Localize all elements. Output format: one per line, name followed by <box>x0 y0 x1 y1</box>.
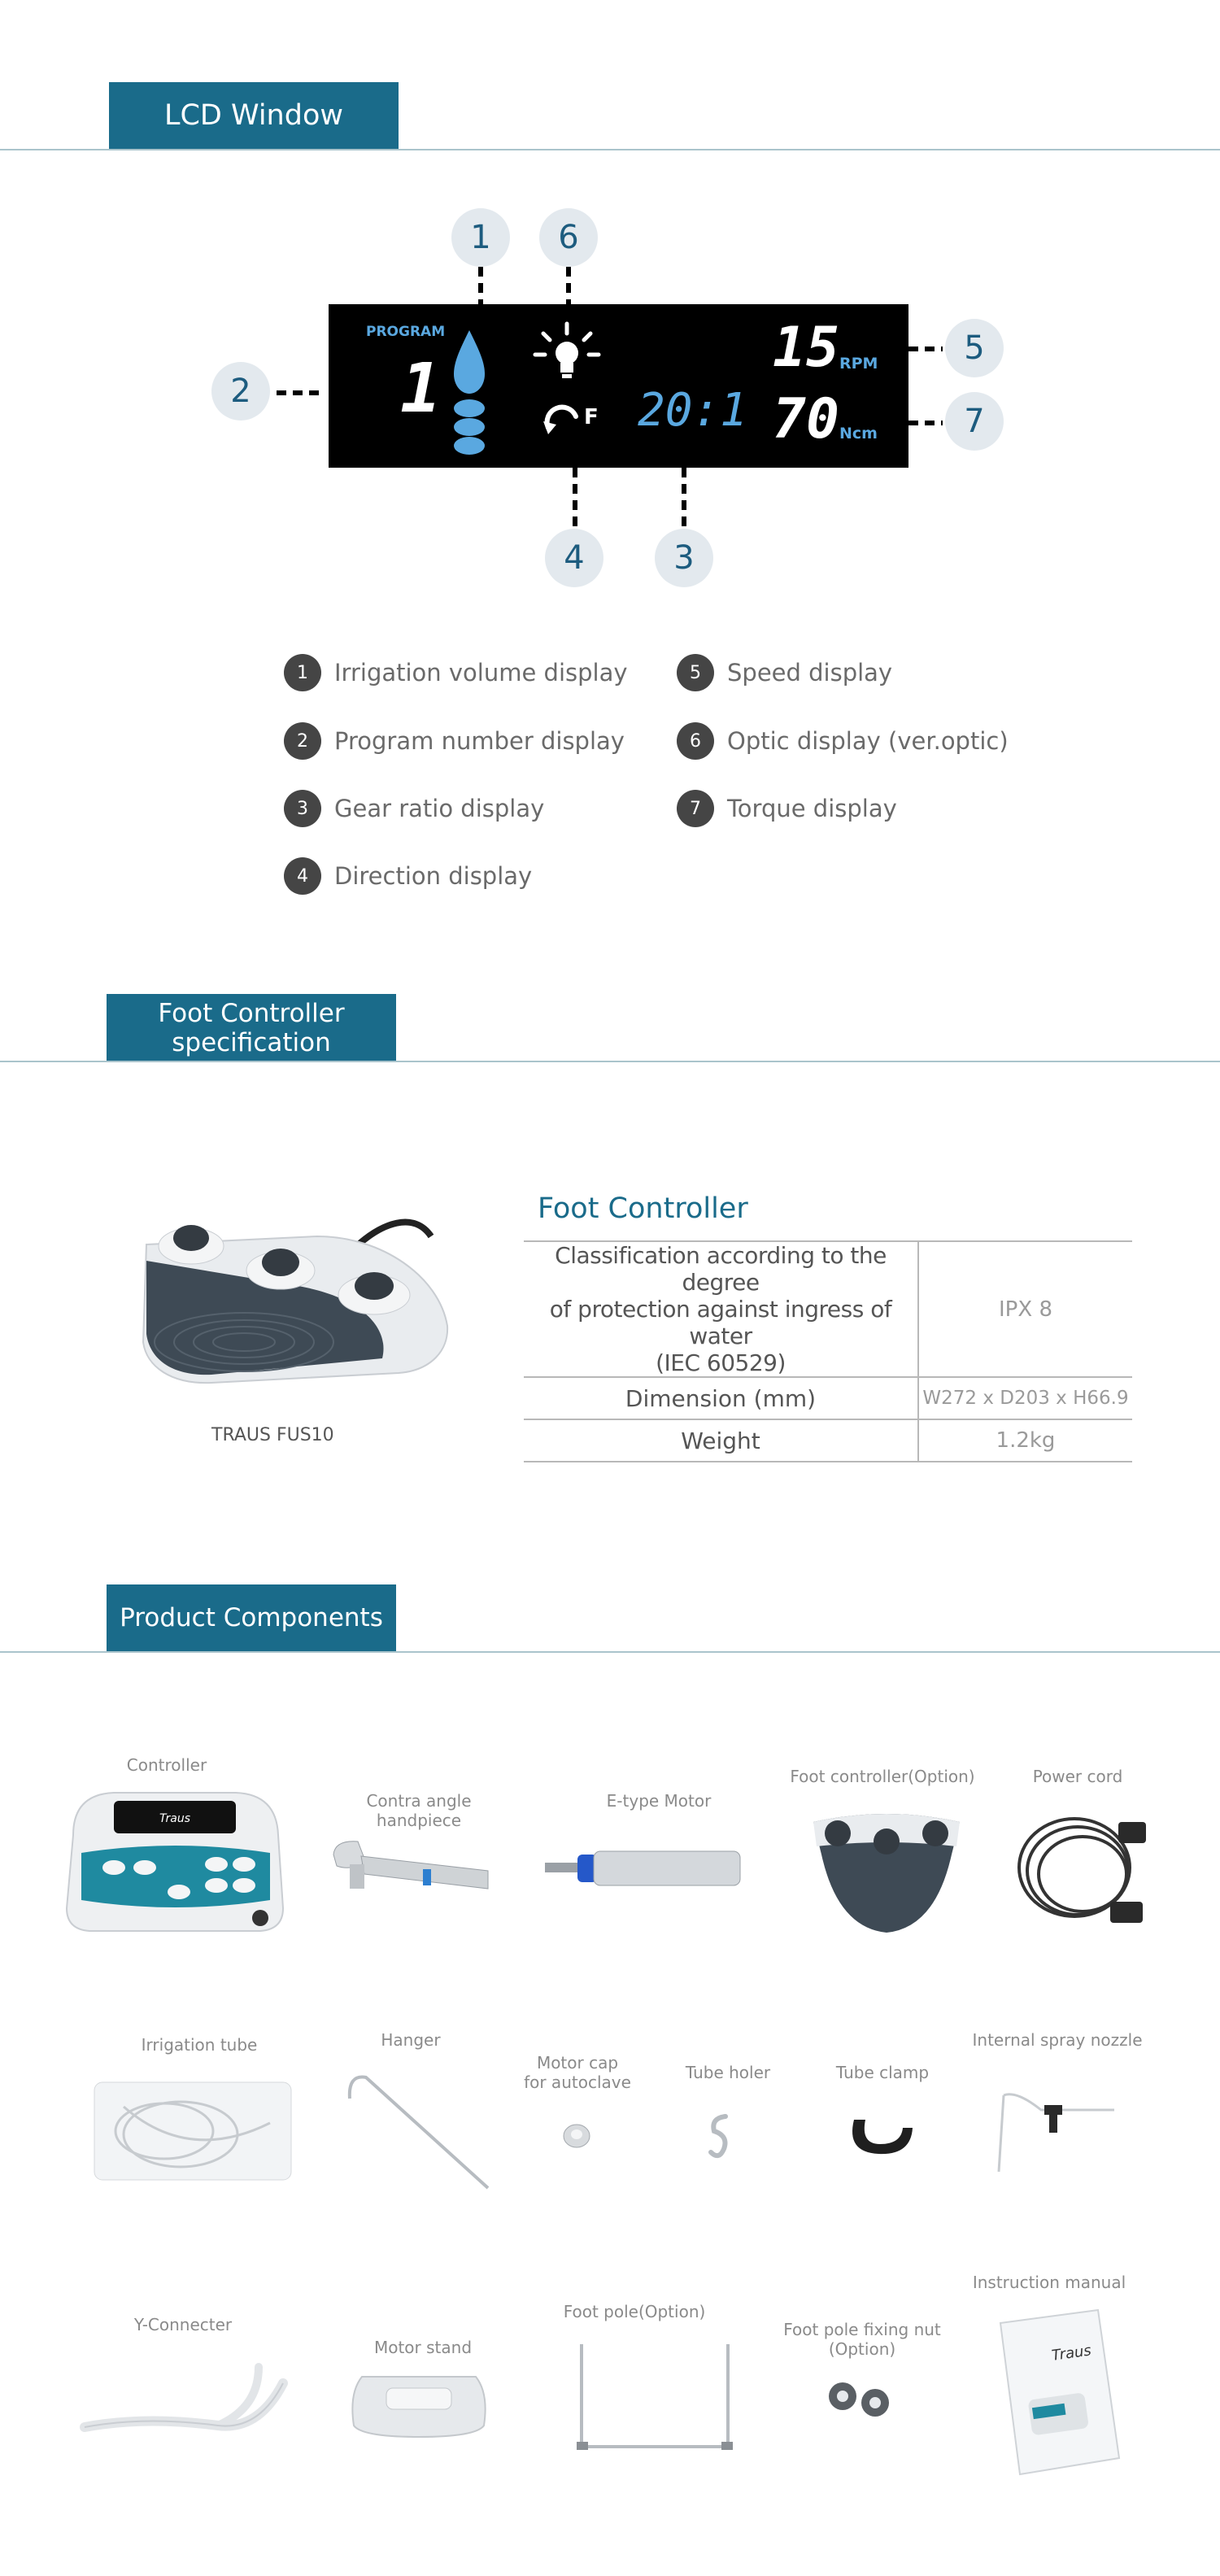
optic-light-icon <box>532 320 602 386</box>
spec-label: Classification according to the degree of protection against ingress of water (IEC 60529) <box>524 1241 918 1377</box>
component-label-foot-pole: Foot pole(Option) <box>563 2302 706 2321</box>
irrigation-drop-icon <box>451 329 488 459</box>
speed-unit: RPM <box>839 355 878 373</box>
section-title-foot-line1: Foot Controller <box>158 999 345 1028</box>
foot-table-title: Foot Controller <box>538 1192 748 1225</box>
component-label-tube-clamp: Tube clamp <box>835 2063 930 2082</box>
foot-spec-table <box>524 1240 1132 1462</box>
table-row <box>524 1377 1132 1419</box>
component-label-spray-nozzle: Internal spray nozzle <box>972 2030 1143 2050</box>
leader-line-3 <box>682 468 686 526</box>
callout-3: 3 <box>655 529 713 587</box>
speed-value: 15 <box>773 316 839 380</box>
component-label-motor-stand: Motor stand <box>373 2338 473 2357</box>
foot-pole-nut-image <box>823 2378 896 2419</box>
direction-forward-icon <box>542 392 582 434</box>
table-row <box>524 1419 1132 1462</box>
foot-controller-image <box>114 1188 455 1399</box>
section-title-lcd: LCD Window <box>163 99 343 132</box>
section-divider <box>0 1651 1220 1653</box>
gear-ratio-display: 20:1 <box>638 384 747 437</box>
direction-letter: F <box>584 405 599 429</box>
foot-controller-model: TRAUS FUS10 <box>211 1425 334 1445</box>
e-motor-image <box>545 1840 748 1897</box>
torque-unit: Ncm <box>839 425 878 442</box>
torque-value: 70 <box>773 387 839 451</box>
leader-line-2 <box>277 390 324 395</box>
power-cord-image <box>1013 1806 1159 1936</box>
tube-holer-image <box>704 2112 737 2164</box>
lcd-screen <box>329 304 908 468</box>
component-label-y-connecter: Y-Connecter <box>133 2315 233 2334</box>
leader-line-1 <box>478 267 483 304</box>
section-tab-lcd <box>109 82 399 149</box>
spray-nozzle-image <box>992 2082 1122 2180</box>
spec-value: W272 x D203 x H66.9 <box>918 1377 1132 1419</box>
motor-stand-image <box>346 2369 492 2442</box>
legend-item-6: 6 Optic display (ver.optic) <box>677 722 1009 760</box>
foot-controller-thumb-image <box>805 1806 968 1936</box>
component-label-controller: Controller <box>126 1755 207 1775</box>
component-label-foot-pole-nut: Foot pole fixing nut (Option) <box>783 2320 941 2359</box>
spec-label: Dimension (mm) <box>524 1377 918 1419</box>
spec-label: Weight <box>524 1419 918 1462</box>
leader-line-4 <box>573 468 577 526</box>
controller-brand: Traus <box>159 1812 190 1825</box>
component-label-contra-angle: Contra angle handpiece <box>366 1791 472 1830</box>
contra-angle-image <box>325 1832 496 1905</box>
table-row <box>524 1241 1132 1377</box>
spec-value: IPX 8 <box>918 1241 1132 1377</box>
instruction-manual-image <box>984 2307 1122 2478</box>
program-number: 1 <box>400 348 442 428</box>
callout-7: 7 <box>945 392 1004 451</box>
manual-brand: Traus <box>1050 2342 1093 2365</box>
component-label-motor-cap: Motor cap for autoclave <box>524 2053 631 2092</box>
legend-item-4: 4 Direction display <box>284 857 532 895</box>
leader-line-7 <box>908 421 943 425</box>
legend-item-1: 1 Irrigation volume display <box>284 654 628 691</box>
callout-4: 4 <box>545 529 603 587</box>
component-label-hanger: Hanger <box>381 2030 441 2050</box>
legend-item-2: 2 Program number display <box>284 722 625 760</box>
spec-value: 1.2kg <box>918 1419 1132 1462</box>
section-tab-foot <box>107 994 396 1061</box>
legend-item-3: 3 Gear ratio display <box>284 790 544 827</box>
component-label-irrigation-tube: Irrigation tube <box>141 2035 258 2055</box>
section-title-components: Product Components <box>120 1603 383 1632</box>
motor-cap-image <box>558 2120 595 2152</box>
callout-2: 2 <box>211 362 270 421</box>
leader-line-5 <box>908 347 943 351</box>
leader-line-6 <box>566 267 571 304</box>
callout-6: 6 <box>539 208 598 267</box>
component-label-foot-controller: Foot controller(Option) <box>790 1767 975 1786</box>
legend-item-7: 7 Torque display <box>677 790 897 827</box>
component-label-manual: Instruction manual <box>972 2273 1126 2292</box>
tube-clamp-image <box>846 2112 919 2160</box>
component-label-tube-holer: Tube holer <box>685 2063 771 2082</box>
callout-1: 1 <box>451 208 510 267</box>
controller-image <box>57 1786 293 1936</box>
y-connecter-image <box>80 2351 291 2440</box>
hanger-image <box>342 2066 496 2196</box>
component-label-e-motor: E-type Motor <box>606 1791 712 1811</box>
program-label: PROGRAM <box>366 324 446 340</box>
component-label-power-cord: Power cord <box>1032 1767 1123 1786</box>
legend-item-5: 5 Speed display <box>677 654 892 691</box>
section-divider <box>0 149 1220 150</box>
callout-5: 5 <box>945 319 1004 377</box>
foot-pole-image <box>573 2334 736 2456</box>
section-title-foot-line2: specification <box>172 1028 331 1057</box>
section-divider <box>0 1061 1220 1062</box>
irrigation-tube-image <box>91 2074 294 2188</box>
section-tab-components <box>107 1584 396 1651</box>
